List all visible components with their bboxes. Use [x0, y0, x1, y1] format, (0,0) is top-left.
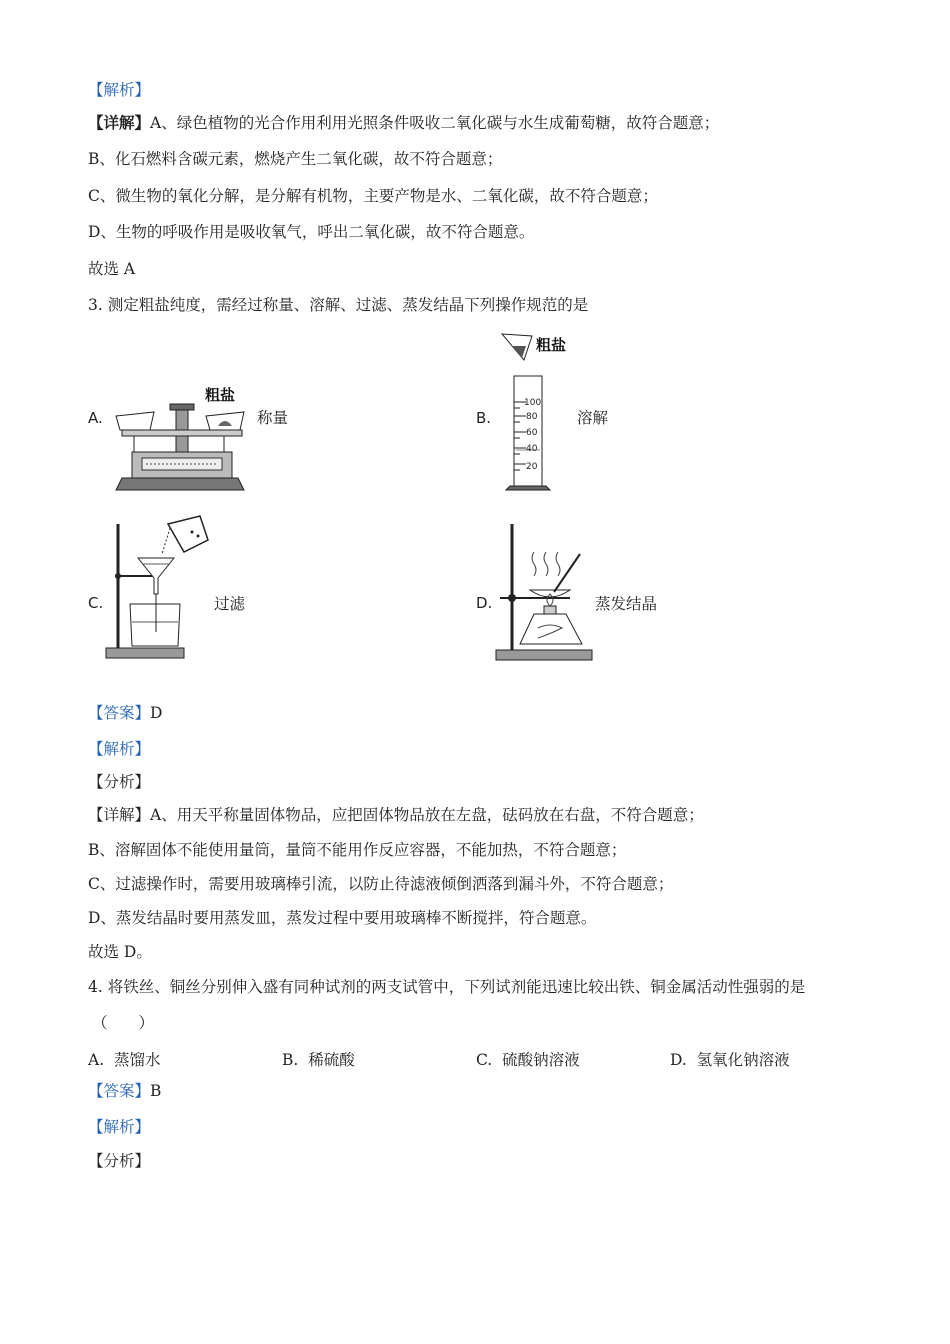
- detail-tag: 【详解】: [88, 806, 151, 824]
- detail-line-d-1: D、生物的呼吸作用是吸收氧气，呼出二氧化碳，故不符合题意。: [88, 223, 535, 241]
- q4-option-c-label: C.: [476, 1051, 493, 1069]
- detail-line-a-1: [88, 113, 719, 133]
- question-3-stem: 3. 测定粗盐纯度，需经过称量、溶解、过滤、蒸发结晶下列操作规范的是: [88, 296, 589, 314]
- fenxi-heading-4: 【分析】: [88, 1152, 151, 1170]
- option-c-caption: 过滤: [214, 595, 246, 613]
- detail-line-d-3: D、蒸发结晶时要用蒸发皿，蒸发过程中要用玻璃棒不断搅拌，符合题意。: [88, 909, 597, 927]
- detail-tag: 【详解】: [88, 113, 151, 132]
- q4-option-c-text: 硫酸钠溶液: [502, 1051, 580, 1069]
- answer-line-4: [88, 1081, 161, 1101]
- cylinder-salt-label: 粗盐: [536, 336, 567, 354]
- answer-value: B: [150, 1082, 162, 1100]
- answer-tag: 【答案】: [88, 704, 151, 722]
- option-d-label: D.: [476, 594, 493, 612]
- balance-salt-label: 粗盐: [205, 386, 236, 404]
- option-c-label: C.: [88, 594, 104, 612]
- question-4-paren: （ ）: [92, 1014, 155, 1032]
- scale-20: 20: [526, 462, 538, 472]
- detail-text: A、绿色植物的光合作用利用光照条件吸收二氧化碳与水生成葡萄糖，故符合题意；: [150, 114, 720, 132]
- option-a-caption: 称量: [257, 409, 289, 427]
- answer-value: D: [150, 704, 163, 722]
- balance-figure: [110, 382, 250, 494]
- q4-option-a-text: 蒸馏水: [113, 1051, 161, 1069]
- q4-option-b: [282, 1048, 355, 1070]
- scale-80: 80: [526, 412, 538, 422]
- q4-option-d-label: D.: [670, 1051, 687, 1069]
- scale-40: 40: [526, 444, 538, 454]
- evaporation-figure: [494, 520, 594, 662]
- q4-option-d: [670, 1048, 790, 1070]
- q4-option-c: [476, 1048, 580, 1070]
- detail-line-b-3: B、溶解固体不能使用量筒，量筒不能用作反应容器，不能加热，不符合题意；: [88, 841, 627, 859]
- choice-line-1: 故选 A: [88, 260, 136, 278]
- q4-option-a: [88, 1048, 161, 1070]
- jiexi-heading-1: 【解析】: [88, 81, 151, 99]
- detail-line-c-1: C、微生物的氧化分解，是分解有机物，主要产物是水、二氧化碳，故不符合题意；: [88, 187, 658, 205]
- choice-line-3: 故选 D。: [88, 943, 152, 961]
- fenxi-heading-3: 【分析】: [88, 773, 151, 791]
- detail-line-c-3: C、过滤操作时，需要用玻璃棒引流，以防止待滤液倾倒洒落到漏斗外，不符合题意；: [88, 875, 674, 893]
- option-a-label: A.: [88, 409, 103, 427]
- option-b-caption: 溶解: [577, 409, 609, 427]
- jiexi-heading-3: 【解析】: [88, 740, 151, 758]
- scale-60: 60: [526, 428, 538, 438]
- cylinder-figure: [498, 330, 588, 494]
- filtration-figure: [104, 514, 214, 662]
- option-b-label: B.: [476, 409, 492, 427]
- question-4-stem: 4. 将铁丝、铜丝分别伸入盛有同种试剂的两支试管中，下列试剂能迅速比较出铁、铜金属活动性强弱的是: [88, 978, 806, 996]
- option-d-caption: 蒸发结晶: [595, 595, 658, 613]
- q4-option-b-label: B.: [282, 1051, 299, 1069]
- answer-tag: 【答案】: [88, 1082, 151, 1100]
- scale-100: 100: [524, 398, 542, 408]
- detail-line-b-1: B、化石燃料含碳元素，燃烧产生二氧化碳，故不符合题意；: [88, 150, 503, 168]
- detail-text: A、用天平称量固体物品，应把固体物品放在左盘，砝码放在右盘，不符合题意；: [150, 806, 704, 824]
- jiexi-heading-4: 【解析】: [88, 1118, 151, 1136]
- detail-line-a-3: [88, 805, 704, 825]
- answer-line-3: [88, 703, 162, 723]
- q4-option-b-text: 稀硫酸: [308, 1051, 355, 1069]
- q4-option-a-label: A.: [88, 1051, 105, 1069]
- q4-option-d-text: 氢氧化钠溶液: [696, 1051, 790, 1069]
